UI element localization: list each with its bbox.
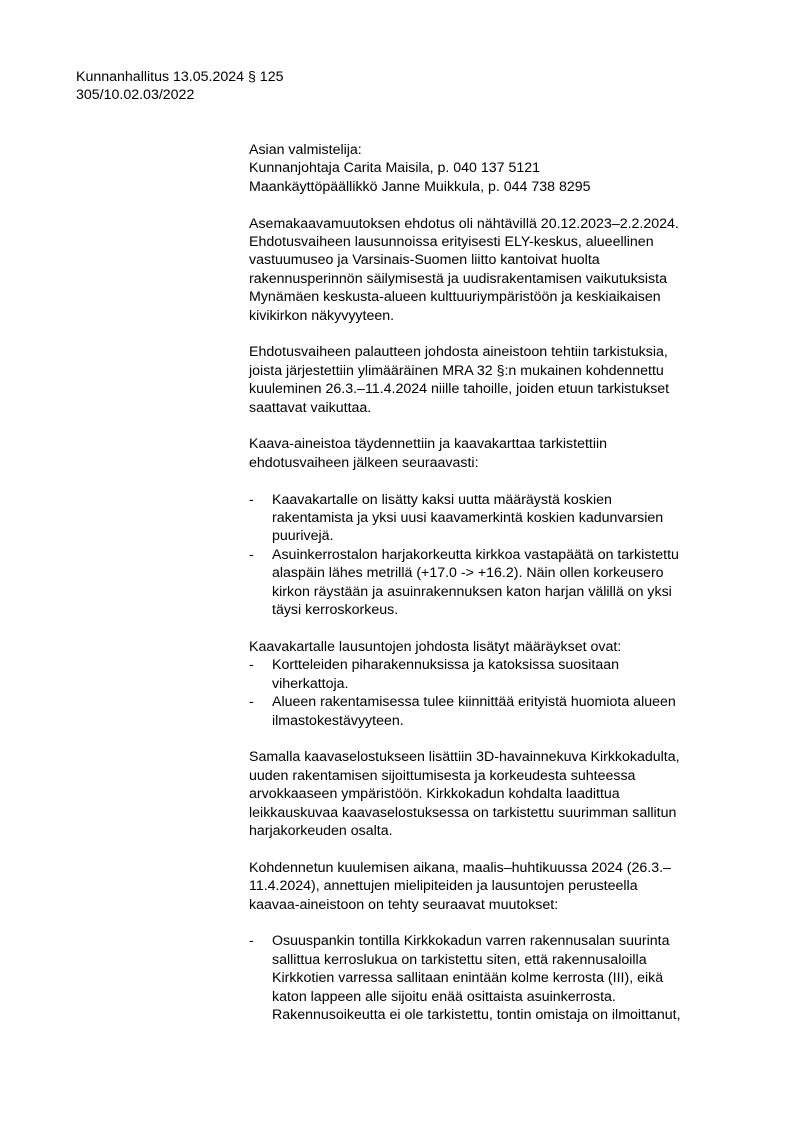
text-line: Alueen rakentamisessa tulee kiinnittää erityistä huomiota alueen [272, 694, 676, 711]
bullet-dash: - [249, 491, 254, 508]
text-line: kaavaa-aineistoon on tehty seuraavat muutokset: [249, 896, 559, 913]
paragraph-hearing [249, 859, 749, 914]
bullet-dash: - [249, 546, 254, 563]
bullet-dash: - [249, 657, 254, 674]
text-line: leikkauskuvaa kaavaselostuksessa on tarkistettu suurimman sallitun [249, 804, 677, 821]
list-changes [249, 491, 749, 620]
text-line: Samalla kaavaselostukseen lisättiin 3D-havainnekuva Kirkkokadulta, [249, 749, 680, 766]
list-item [249, 932, 749, 1024]
text-line: vastuumuseo ja Varsinais-Suomen liitto kantoivat huolta [249, 252, 600, 269]
text-line: joista järjestettiin ylimääräinen MRA 32 §:n mukainen kohdennettu [249, 362, 664, 379]
text-line: viherkattoja. [272, 675, 349, 692]
document-body [249, 141, 749, 1043]
text-line: uuden rakentamisen sijoittumisesta ja korkeudesta suhteessa [249, 767, 636, 784]
paragraph-3d-visualization [249, 748, 749, 840]
list-item [249, 693, 749, 730]
text-line: Kirkkotien varressa sallitaan enintään kolme kerrosta (III), eikä [272, 970, 664, 987]
text-line: Asemakaavamuutoksen ehdotus oli nähtävillä 20.12.2023–2.2.2024. [249, 215, 679, 232]
text-line: sallittua kerroslukua on tarkistettu siten, että rakennusaloilla [272, 951, 647, 968]
preparers-block [249, 141, 749, 196]
paragraph-feedback [249, 343, 749, 417]
bullet-dash: - [249, 694, 254, 711]
list-hearing-changes [249, 932, 749, 1024]
text-line: puurivejä. [272, 528, 334, 545]
text-line: Mynämäen keskusta-alueen kulttuuriympäristöön ja keskiaikaisen [249, 289, 661, 306]
text-line: rakennusperinnön säilymisestä ja uudisrakentamisen vaikutuksista [249, 270, 667, 287]
preparer-1: Kunnanjohtaja Carita Maisila, p. 040 137 5121 [249, 160, 541, 177]
document-header [76, 68, 283, 105]
regulations-block [249, 638, 749, 730]
text-line: kivikirkon näkyvyyteen. [249, 307, 395, 324]
list-item [249, 491, 749, 546]
text-line: kirkon räystään ja asuinrakennuksen katon harjan välillä on yksi [272, 583, 672, 600]
text-line: Asuinkerrostalon harjakorkeutta kirkkoa vastapäätä on tarkistettu [272, 546, 679, 563]
paragraph-proposal [249, 215, 749, 325]
text-line: ilmastokestävyyteen. [272, 712, 404, 729]
text-line: katon lappeen alle sijoitu enää osittaista asuinkerrosta. [272, 988, 616, 1005]
paragraph-supplement [249, 435, 749, 472]
text-line: Osuuspankin tontilla Kirkkokadun varren rakennusalan suurinta [272, 933, 670, 950]
text-line: Kaavakartalle lausuntojen johdosta lisätyt määräykset ovat: [249, 638, 622, 655]
list-item [249, 546, 749, 620]
text-line: Kohdennetun kuulemisen aikana, maalis–huhtikuussa 2024 (26.3.– [249, 859, 671, 876]
text-line: rakentamista ja yksi uusi kaavamerkintä koskien kadunvarsien [272, 510, 664, 527]
case-number: 305/10.02.03/2022 [76, 87, 195, 104]
text-line: 11.4.2024), annettujen mielipiteiden ja lausuntojen perusteella [249, 878, 638, 895]
text-line: täysi kerroskorkeus. [272, 602, 399, 619]
text-line: harjakorkeuden osalta. [249, 822, 393, 839]
text-line: saattavat vaikuttaa. [249, 399, 372, 416]
meeting-reference: Kunnanhallitus 13.05.2024 § 125 [76, 69, 284, 85]
text-line: Kaava-aineistoa täydennettiin ja kaavakarttaa tarkistettiin [249, 436, 608, 453]
list-item [249, 656, 749, 693]
text-line: Rakennusoikeutta ei ole tarkistettu, tontin omistaja on ilmoittanut, [272, 1006, 681, 1023]
text-line: arvokkaaseen ympäristöön. Kirkkokadun kohdalta laadittua [249, 786, 620, 803]
preparer-2: Maankäyttöpäällikkö Janne Muikkula, p. 044 738 8295 [249, 178, 591, 195]
bullet-dash: - [249, 933, 254, 950]
text-line: Kaavakartalle on lisätty kaksi uutta määräystä koskien [272, 491, 612, 508]
preparers-label: Asian valmistelija: [249, 142, 362, 158]
text-line: alaspäin lähes metrillä (+17.0 -> +16.2). Näin ollen korkeusero [272, 565, 664, 582]
text-line: kuuleminen 26.3.–11.4.2024 niille tahoille, joiden etuun tarkistukset [249, 381, 670, 398]
text-line: Kortteleiden piharakennuksissa ja katoksissa suositaan [272, 657, 620, 674]
text-line: Ehdotusvaiheen palautteen johdosta aineistoon tehtiin tarkistuksia, [249, 344, 668, 361]
text-line: Ehdotusvaiheen lausunnoissa erityisesti ELY-keskus, alueellinen [249, 234, 654, 251]
text-line: ehdotusvaiheen jälkeen seuraavasti: [249, 454, 479, 471]
